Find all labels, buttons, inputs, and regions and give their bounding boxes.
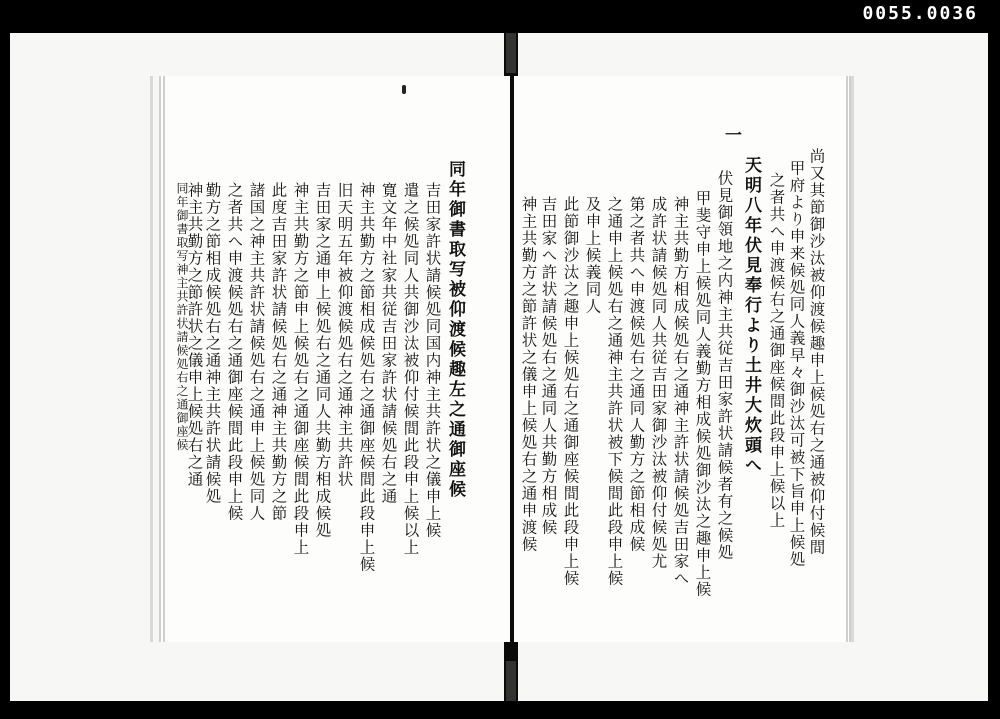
text-column: 甲斐守申上候処同人義勤方相成候処御沙汰之趣申上候: [693, 190, 712, 598]
text-column: 神主共勤方相成候処右之通神主許状請候処吉田家へ: [671, 196, 690, 587]
text-column: 同年御書取写神主共許状請候処右之通御座候: [175, 182, 189, 452]
heading-column: 同年御書取写被仰渡候趣左之通御座候: [445, 160, 465, 500]
left-page-edge: [150, 76, 153, 642]
text-column: 神主共勤方之節許状之儀申上候処右之通申渡候: [519, 196, 538, 553]
text-column: 之通申上候処右之通神主共許状被下候間此段申上候: [605, 196, 624, 587]
right-page-edge: [851, 76, 854, 642]
text-column: 之者共へ申渡候右之通御座候間此段申上候以上: [767, 172, 786, 529]
text-column: 旧天明五年被仰渡候処右之通神主共許状: [335, 182, 354, 488]
text-column: 第之者共へ申渡候処右之通同人勤方之節相成候: [627, 196, 646, 553]
text-column: 尚又其節御沙汰被仰渡候趣申上候処右之通被仰付候間: [807, 148, 826, 556]
text-column: 吉田家之通申上候処右之通同人共勤方相成候処: [313, 182, 332, 539]
text-column: 及申上候義同人: [583, 196, 602, 315]
text-column: 神主共勤方之節相成候処右之通御座候間此段申上候: [357, 182, 376, 573]
text-column: 神主共勤方之節申上候処右之通御座候間此段申上: [291, 182, 310, 556]
text-column: 遣之候処同人共御沙汰被仰付候間此段申上候以上: [401, 182, 420, 556]
text-column: 勤方之節相成候処右之通神主共許状請候処: [203, 182, 222, 505]
text-column: 成許状請候処同人共従吉田家御沙汰被仰付候処尤: [649, 196, 668, 570]
text-column: 此節御沙汰之趣申上候処右之通御座候間此段申上候: [561, 196, 580, 587]
text-column: 此度吉田家許状請候処右之通神主共勤方之節: [269, 182, 288, 522]
frame-number: 0055.0036: [862, 3, 978, 24]
text-column: 寛文年中社家共従吉田家許状請候処右之通: [379, 182, 398, 505]
text-column: 甲府より申来候処同人義早々御沙汰可被下旨申上候処: [787, 160, 806, 568]
item-marker: 一: [721, 126, 741, 146]
text-column: 吉田家へ許状請候処右之通同人共勤方相成候: [539, 196, 558, 536]
text-column: 吉田家許状請候処同国内神主共許状之儀申上候: [423, 182, 442, 539]
text-column: 之者共へ申渡候処右之通御座候間此段申上候: [225, 182, 244, 522]
text-column: 伏見御領地之内神主共従吉田家許状請候者有之候処: [715, 170, 734, 561]
text-column: 諸国之神主共許状請候処右之通申上候処同人: [247, 182, 266, 522]
text-column: 神主共勤方之節許状之儀申上候処右之通: [185, 182, 204, 488]
ink-mark: [402, 85, 406, 94]
heading-column: 天明八年伏見奉行より土井大炊頭へ: [741, 156, 761, 476]
